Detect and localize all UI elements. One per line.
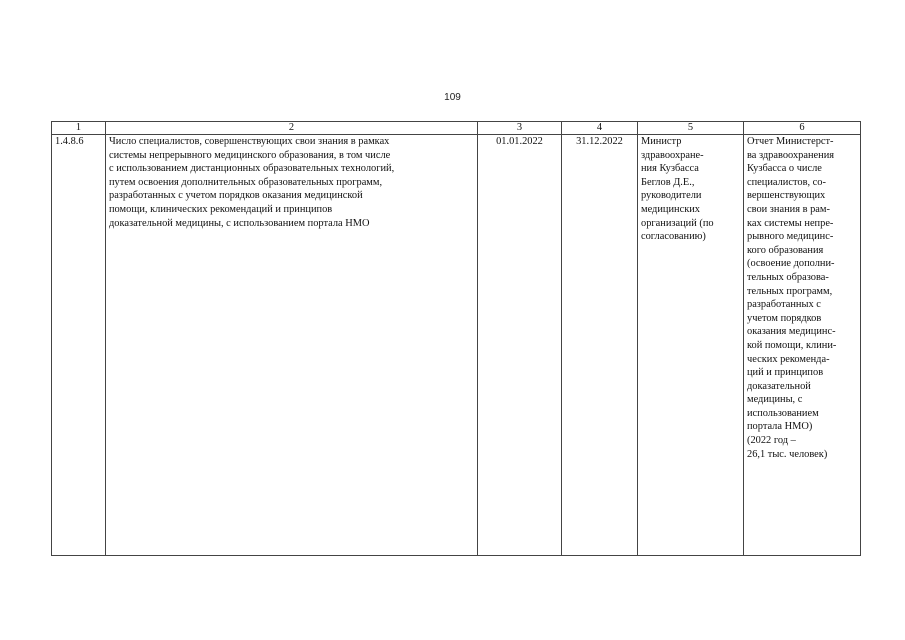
page-number: 109 [444, 92, 461, 103]
start-date: 01.01.2022 [478, 135, 562, 556]
table-header [52, 122, 861, 135]
header-col-4: 4 [562, 122, 638, 135]
header-col-6: 6 [744, 122, 861, 135]
header-row [52, 122, 861, 135]
header-col-2: 2 [106, 122, 478, 135]
header-col-3: 3 [478, 122, 562, 135]
item-code: 1.4.8.6 [52, 135, 106, 556]
table-body [52, 135, 861, 556]
header-col-5: 5 [638, 122, 744, 135]
end-date: 31.12.2022 [562, 135, 638, 556]
header-col-1: 1 [52, 122, 106, 135]
plan-table [51, 121, 861, 556]
expected-result: Отчет Министерст- ва здравоохранения Кузбасса о числе специалистов, со- вершенствующих свои знания в рам- ках системы непре- рывного медицинс- кого образования (освоение дополни- тельных образова- тельных программ, разработанных с учетом порядков оказания медицинс- кой помощи, клини- ческих рекоменда- ций и принципов доказательной медицины, с использованием портала НМО) (2022 год – 26,1 тыс. человек) [744, 135, 861, 556]
item-description: Число специалистов, совершенствующих свои знания в рамках системы непрерывного медицинского образования, в том числе с использованием дистанционных образовательных технологий, путем освоения дополнительных образовательных программ, разработанных с учетом порядков оказания медицинской помощи, клинических рекомендаций и принципов доказательной медицины, с использованием портала НМО [106, 135, 478, 556]
responsible-persons: Министр здравоохране- ния Кузбасса Беглов Д.Е., руководители медицинских организаций (по согласованию) [638, 135, 744, 556]
table-row [52, 135, 861, 556]
